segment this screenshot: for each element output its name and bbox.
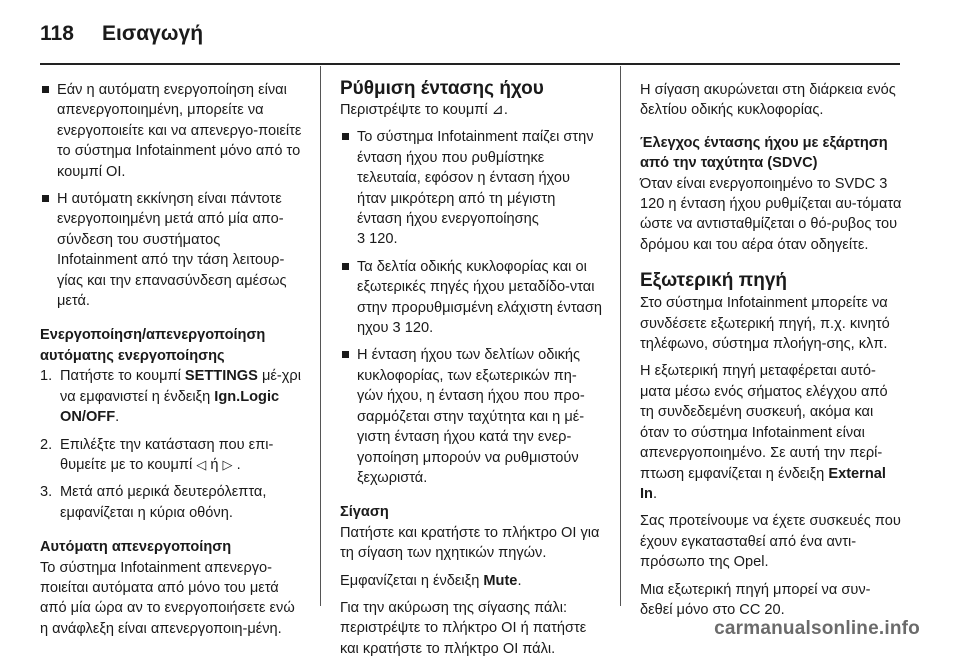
bullet-item — [340, 127, 602, 249]
column-3 — [640, 80, 902, 620]
column-divider-2 — [620, 66, 621, 606]
step-text: μέ-χρι να εμφανιστεί η ένδειξη — [60, 368, 301, 405]
step-text: . — [232, 456, 241, 473]
text: . — [652, 485, 658, 502]
paragraph: Το σύστημα Infotainment απενεργο-ποιείται αυτόματα από μόνο του μετά από μία ώρα αν το ενεργοποιήσετε ενώ η ανάφλεξη είναι απενεργοποιη-μένη. — [40, 559, 295, 637]
text: η ένταση ήχου ρυθμίζεται αυ-τόματα ώστε να αντισταθμίζεται ο θό-ρυβος του δρόμου και του αέρα όταν οδηγείτε. — [640, 196, 902, 253]
column-2 — [340, 78, 602, 659]
step-item — [40, 366, 302, 427]
step-number: 1. — [40, 368, 53, 385]
indicator-text: Ign.Logic ON/OFF — [60, 388, 280, 426]
step-text: . — [115, 409, 120, 426]
column-1 — [40, 80, 302, 639]
section-heading: Αυτόματη απενεργοποίηση — [40, 539, 232, 556]
paragraph: Η σίγαση ακυρώνεται στη διάρκεια ενός δελτίου οδικής κυκλοφορίας. — [640, 82, 896, 119]
text: Περιστρέψτε το κουμπί — [340, 102, 492, 118]
page-ref: 3 120. — [392, 320, 434, 337]
step-text: Επιλέξτε την κατάσταση που επι-θυμείτε με το κουμπί — [60, 436, 274, 473]
watermark — [714, 618, 920, 640]
settings-key: SETTINGS — [184, 368, 258, 385]
watermark-suffix: .info — [878, 618, 920, 639]
step-number: 3. — [40, 484, 53, 501]
right-arrow-icon: ▷ — [222, 456, 233, 472]
watermark-brand: carmanualsonline — [714, 618, 879, 639]
paragraph: Σας προτείνουμε να έχετε συσκευές που έχουν εγκατασταθεί από ένα αντι-πρόσωπο της Opel. — [640, 513, 901, 571]
paragraph: Στο σύστημα Infotainment μπορείτε να συνδέσετε εξωτερική πηγή, π.χ. κινητό τηλέφωνο, σύστημα πλοήγη-σης, κλπ. — [640, 295, 890, 353]
section-heading: Σίγαση — [340, 504, 389, 521]
volume-knob-icon: ⊿ — [491, 102, 504, 118]
paragraph: Πατήστε και κρατήστε το πλήκτρο OI για τη σίγαση των ηχητικών πηγών. — [340, 524, 600, 562]
section-heading: Ρύθμιση έντασης ήχου — [340, 78, 544, 99]
page-ref: 3 120. — [357, 231, 398, 248]
paragraph: Μια εξωτερική πηγή μπορεί να συν-δεθεί μόνο στο CC 20. — [640, 581, 871, 618]
indicator-text: Mute — [483, 572, 518, 589]
bullet-item: Η ένταση ήχου των δελτίων οδικής κυκλοφορίας, των εξωτερικών πη-γών ήχου, η ένταση ήχου που προ-σαρμόζεται στην ταχύτητα και η μέ-γιστη ένταση ήχου κατά την ενερ-γοποίηση μπορούν να ρυθμιστούν ξεχωριστά. — [340, 345, 602, 488]
header-rule — [40, 63, 900, 65]
column-divider-1 — [320, 66, 321, 606]
text: Όταν είναι ενεργοποιημένο το SVDC — [640, 175, 880, 192]
paragraph — [340, 100, 602, 120]
paragraph — [640, 361, 902, 504]
step-text: Πατήστε το κουμπί — [60, 368, 185, 385]
text: Εμφανίζεται η ένδειξη — [340, 572, 484, 589]
page-ref: 3 120 — [640, 175, 888, 213]
page-header — [40, 14, 203, 54]
page-title: Εισαγωγή — [102, 22, 204, 45]
bullet-item: Η αυτόματη εκκίνηση είναι πάντοτε ενεργοποιημένη μετά από μία απο-σύνδεση του συστήματος Infotainment από την τάση λειτουρ-γίας και την επανασύνδεση αμέσως μετά. — [40, 189, 302, 311]
section-heading: Ενεργοποίηση/απενεργοποίηση αυτόματης ενεργοποίησης — [40, 327, 266, 364]
left-arrow-icon: ◁ — [196, 456, 207, 472]
indicator-text: External In — [640, 465, 886, 502]
section-heading: Έλεγχος έντασης ήχου με εξάρτηση από την ταχύτητα (SDVC) — [640, 134, 888, 172]
text: . — [503, 102, 508, 118]
step-text: Μετά από μερικά δευτερόλεπτα, εμφανίζεται η κύρια οθόνη. — [60, 484, 267, 521]
paragraph: Για την ακύρωση της σίγασης πάλι: περιστρέψτε το πλήκτρο OI ή πατήστε και κρατήστε το πλήκτρο OI πάλι. — [340, 599, 587, 657]
step-item — [40, 435, 302, 476]
bullet-item: Εάν η αυτόματη ενεργοποίηση είναι απενεργοποιημένη, μπορείτε να ενεργοποιείτε και να απενεργο-ποιείτε το σύστημα Infotainment μόνο από το κουμπί OI. — [40, 80, 302, 182]
step-number: 2. — [40, 436, 53, 453]
page-number: 118 — [40, 22, 74, 45]
paragraph — [640, 174, 902, 256]
step-item — [40, 482, 302, 523]
paragraph — [340, 571, 602, 591]
text: . — [517, 572, 522, 589]
step-text: ή — [206, 456, 223, 473]
text: Η εξωτερική πηγή μεταφέρεται αυτό-ματα μέσω ενός σήματος ελέγχου από τη συνδεδεμένη συσκευή, ακόμα και όταν το σύστημα Infotainment είναι απενεργοποιημένο. Σε αυτή την περί-πτωση εμφανίζεται η ένδειξη — [640, 363, 888, 482]
section-heading: Εξωτερική πηγή — [640, 270, 787, 292]
text: Το σύστημα Infotainment παίζει στην ένταση ήχου που ρυθμίστηκε τελευταία, εφόσον η ένταση ήχου ήταν μικρότερη από τη μέγιστη ένταση ήχου ενεργοποίησης — [357, 129, 594, 228]
bullet-item — [340, 257, 602, 339]
text: Τα δελτία οδικής κυκλοφορίας και οι εξωτερικές πηγές ήχου μεταδίδο-νται στην προρυθμισμένη ελάχιστη ένταση ηχου — [357, 258, 602, 337]
